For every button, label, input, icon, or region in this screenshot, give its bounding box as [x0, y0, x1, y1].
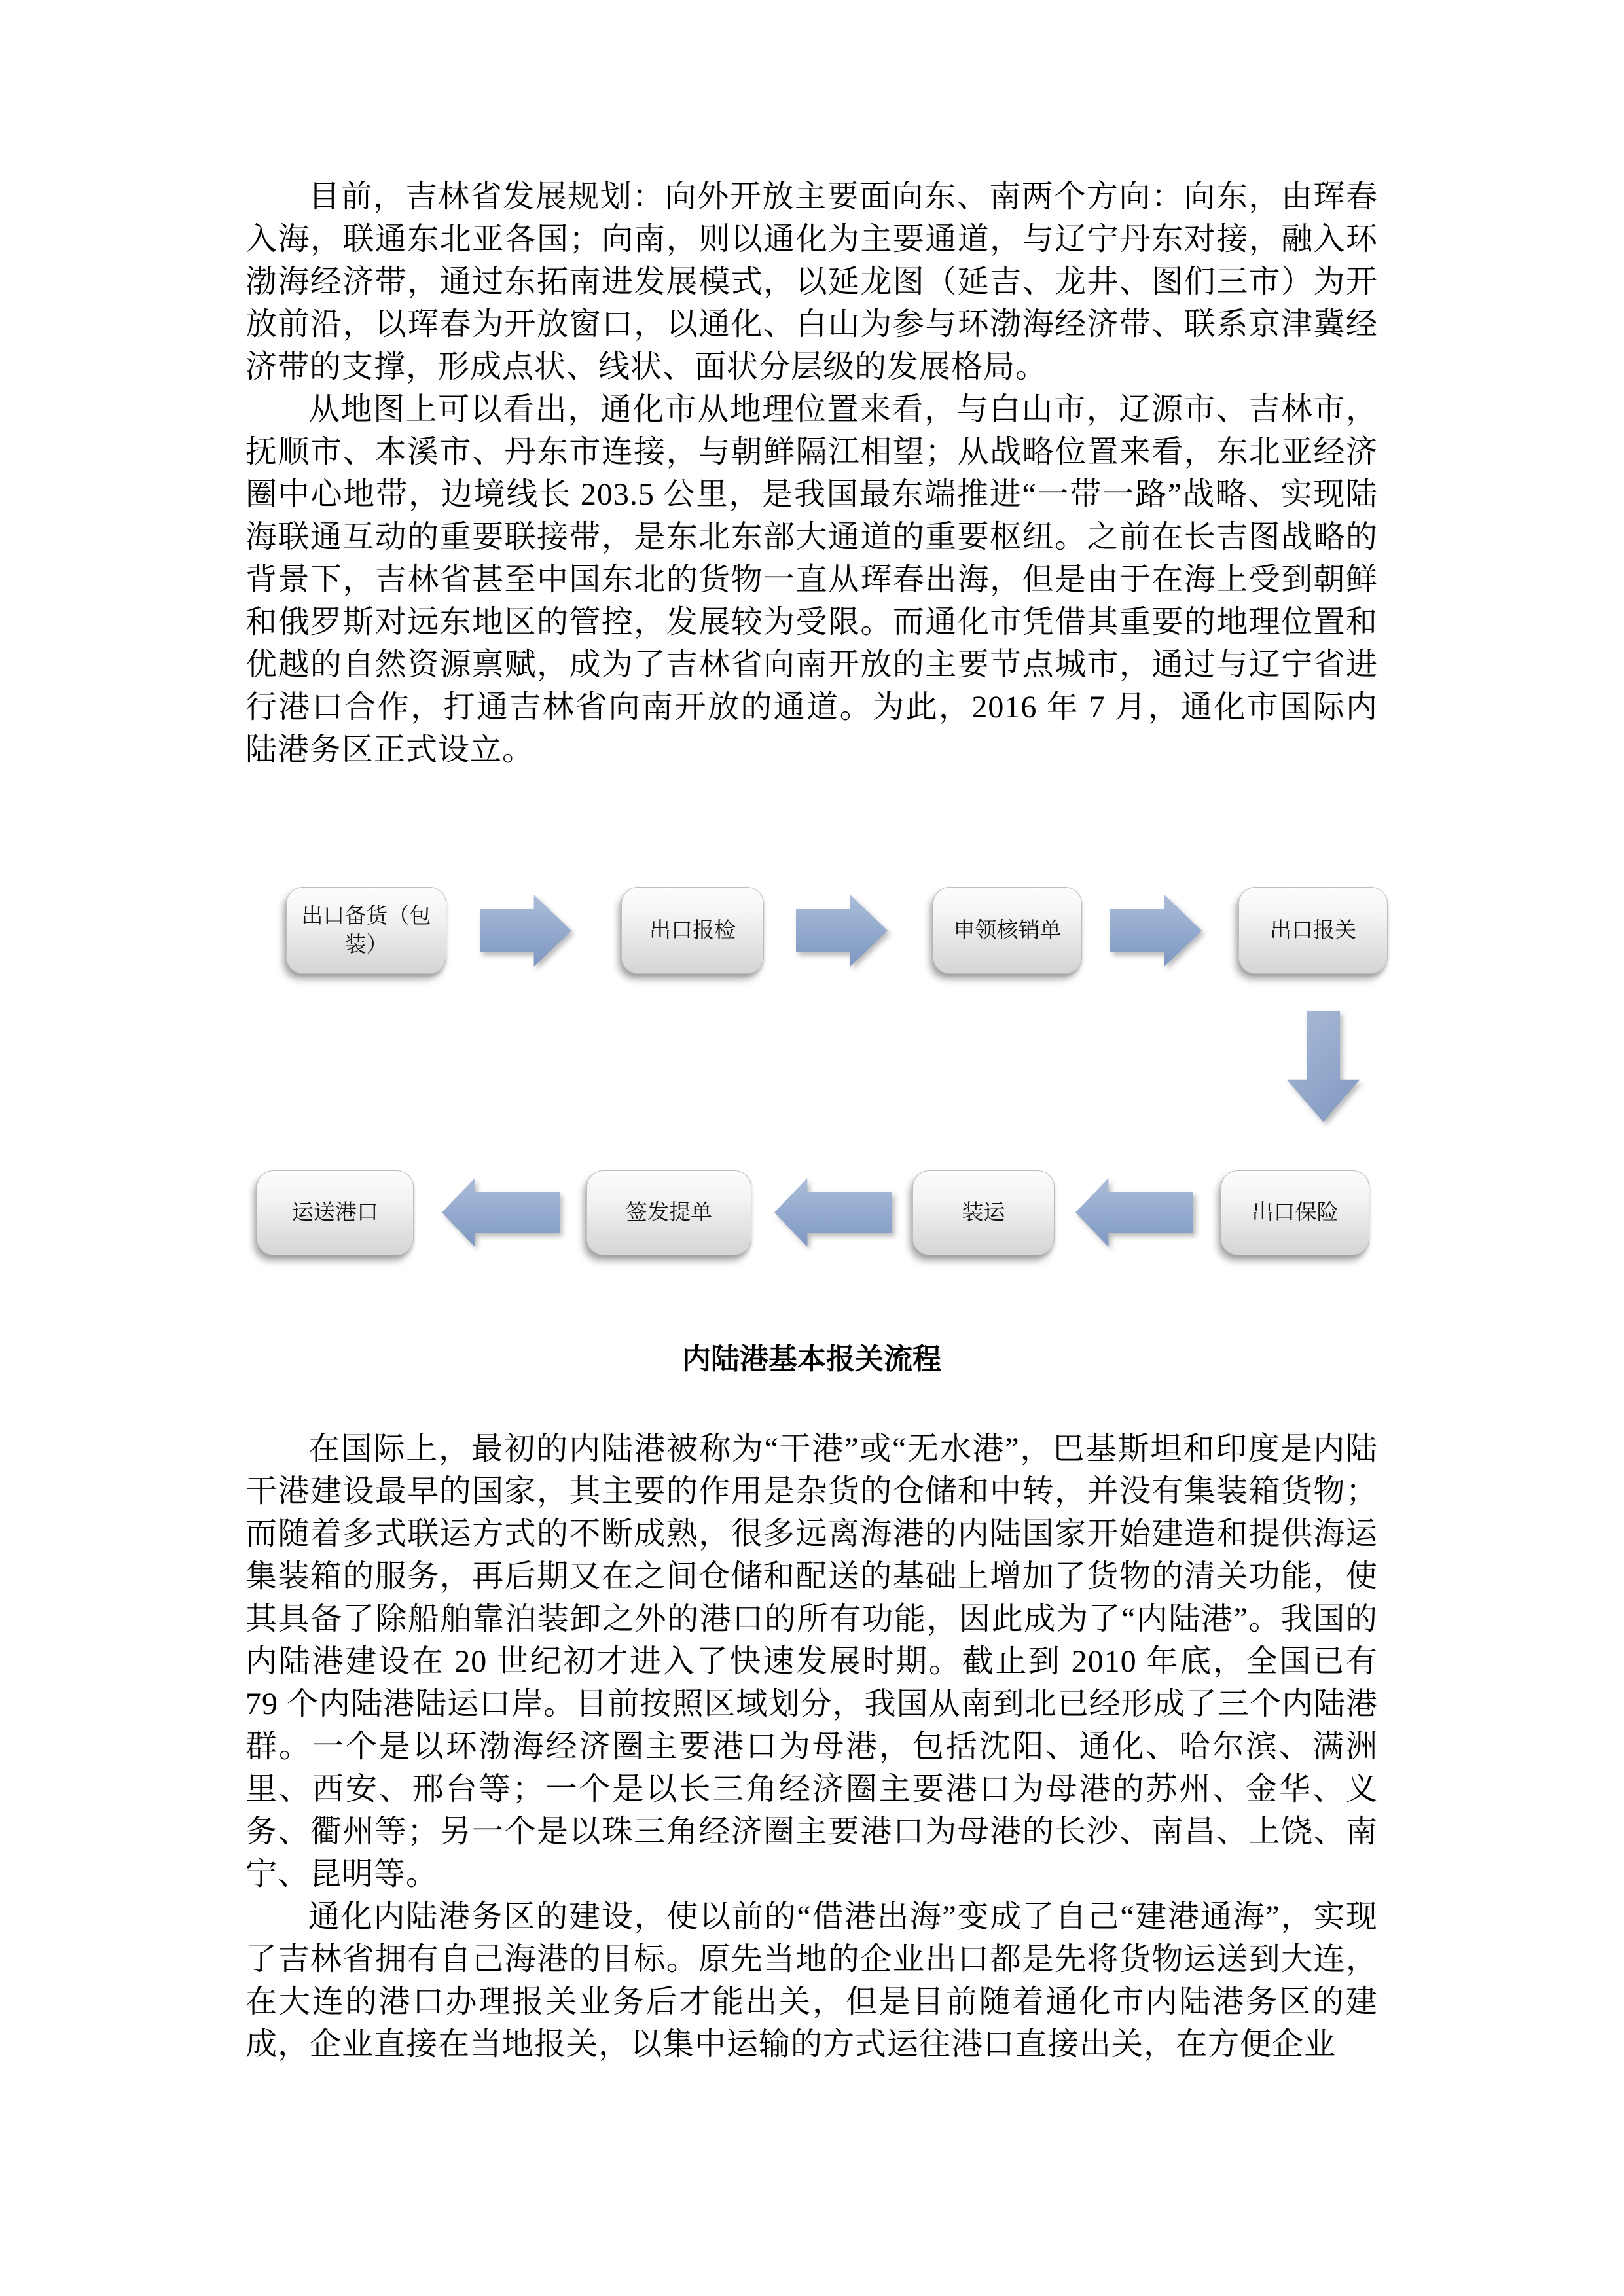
flow-step-issue-bill-of-lading — [586, 1170, 751, 1255]
flow-step-label: 申领核销单 — [953, 918, 1062, 942]
flow-step-customs-declaration — [1238, 887, 1388, 974]
flow-step-export-stocking — [286, 887, 446, 974]
right-arrow-icon — [480, 895, 571, 967]
flow-step-label: 出口备货（包装） — [301, 904, 431, 957]
flow-step-transport-to-port — [257, 1170, 414, 1255]
paragraph-tonghua-port-area: 通化内陆港务区的建设，使以前的“借港出海”变成了自己“建港通海”，实现了吉林省拥有自己海港的目标。原先当地的企业出口都是先将货物运送到大连，在大连的港口办理报关业务后才能出关，但是目前随着通化市内陆港务区的建成，企业直接在当地报关，以集中运输的方式运往港口直接出关，在方便企业 — [245, 1899, 1378, 2062]
left-arrow-icon — [774, 1178, 892, 1247]
figure-caption: 内陆港基本报关流程 — [682, 1343, 941, 1375]
flow-step-export-inspection — [621, 887, 764, 974]
paragraph-map-location: 从地图上可以看出，通化市从地理位置来看，与白山市，辽源市、吉林市，抚顺市、本溪市、丹东市连接，与朝鲜隔江相望；从战略位置来看，东北亚经济圈中心地带，边境线长 203.5 公里，是我国最东端推进“一带一路”战略、实现陆海联通互动的重要联接带，是东北东部大通道的重要枢纽。之前在长吉图战略的背景下，吉林省甚至中国东北的货物一直从珲春出海，但是由于在海上受到朝鲜和俄罗斯对远东地区的管控，发展较为受限。而通化市凭借其重要的地理位置和优越的自然资源禀赋，成为了吉林省向南开放的主要节点城市，通过与辽宁省进行港口合作，打通吉林省向南开放的通道。为此，2016 年 7 月，通化市国际内陆港务区正式设立。 — [245, 392, 1378, 767]
right-arrow-icon — [1110, 895, 1202, 967]
left-arrow-icon — [442, 1178, 560, 1247]
text-column — [245, 175, 1378, 2066]
flowchart-figure — [245, 780, 1378, 1258]
flow-step-label: 签发提单 — [626, 1201, 712, 1225]
paragraph-inland-port-history: 在国际上，最初的内陆港被称为“干港”或“无水港”，巴基斯坦和印度是内陆干港建设最早的国家，其主要的作用是杂货的仓储和中转，并没有集装箱货物；而随着多式联运方式的不断成熟，很多远离海港的内陆国家开始建造和提供海运集装箱的服务，再后期又在之间仓储和配送的基础上增加了货物的清关功能，使其具备了除船舶靠泊装卸之外的港口的所有功能，因此成为了“内陆港”。我国的内陆港建设在 20 世纪初才进入了快速发展时期。截止到 2010 年底，全国已有 79 个内陆港陆运口岸。目前按照区域划分，我国从南到北已经形成了三个内陆港群。一个是以环渤海经济圈主要港口为母港，包括沈阳、通化、哈尔滨、满洲里、西安、邢台等；一个是以长三角经济圈主要港口为母港的苏州、金华、义务、衢州等；另一个是以珠三角经济圈主要港口为母港的长沙、南昌、上饶、南宁、昆明等。 — [245, 1431, 1378, 1892]
down-arrow-icon — [1287, 1011, 1360, 1122]
flow-step-shipment — [912, 1170, 1055, 1255]
flow-step-label: 出口报检 — [649, 918, 736, 942]
flow-step-label: 运送港口 — [292, 1201, 378, 1225]
flow-step-export-insurance — [1221, 1170, 1369, 1255]
flow-step-label: 出口报关 — [1270, 918, 1356, 942]
right-arrow-icon — [796, 895, 888, 967]
paragraph-development-plan: 目前，吉林省发展规划：向外开放主要面向东、南两个方向：向东，由珲春入海，联通东北亚各国；向南，则以通化为主要通道，与辽宁丹东对接，融入环渤海经济带，通过东拓南进发展模式，以延龙图（延吉、龙井、图们三市）为开放前沿，以珲春为开放窗口，以通化、白山为参与环渤海经济带、联系京津冀经济带的支撑，形成点状、线状、面状分层级的发展格局。 — [245, 179, 1378, 384]
left-arrow-icon — [1075, 1178, 1193, 1247]
flow-step-label: 出口保险 — [1252, 1201, 1339, 1225]
flow-step-label: 装运 — [962, 1201, 1005, 1225]
flow-step-verification-form — [933, 887, 1082, 974]
